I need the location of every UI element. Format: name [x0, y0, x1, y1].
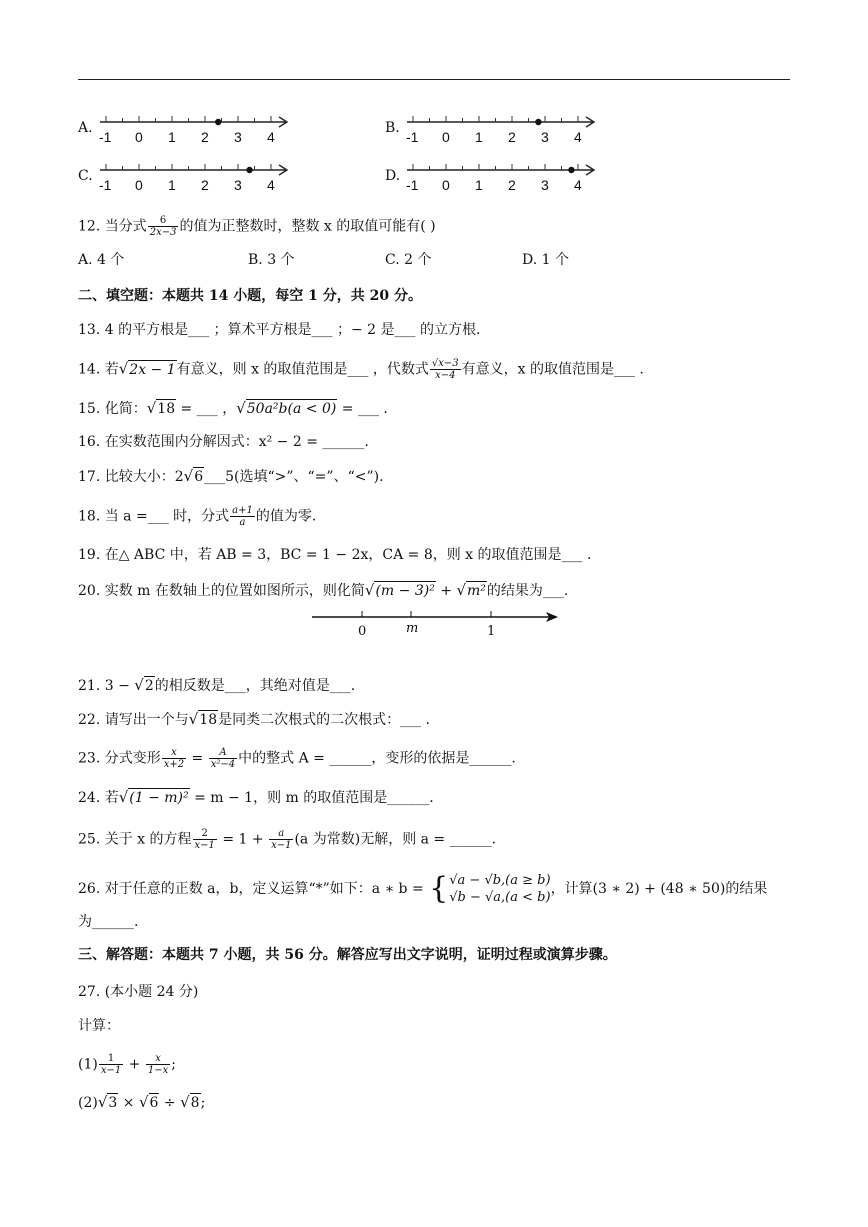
q21-part-a: 21. 3 − — [78, 678, 135, 694]
q21 — [78, 676, 355, 695]
q27-1-fraction-1 — [99, 1053, 123, 1076]
q13: 13. 4 的平方根是___ ；算术平方根是___ ；− 2 是___ 的立方根. — [78, 322, 481, 338]
tick-label: 2 — [201, 177, 209, 193]
q24-radicand: (1 − m)² — [129, 790, 189, 806]
q25-part-b: = 1 + — [217, 831, 269, 848]
radical-sign: √ — [134, 676, 144, 694]
tick-label: -1 — [406, 177, 419, 193]
tick-label: 3 — [234, 177, 242, 193]
left-brace: { — [429, 871, 449, 906]
q14-radicand: 2x − 1 — [129, 361, 176, 378]
tick-label: 2 — [508, 177, 516, 193]
q25 — [78, 828, 496, 851]
header-rule — [78, 79, 790, 80]
q27-1-fraction-2 — [146, 1053, 170, 1076]
fraction-numerator: a — [269, 828, 293, 840]
part-label: (2) — [78, 1095, 98, 1111]
radical-sign: √ — [118, 359, 129, 378]
fraction-numerator: 2 — [193, 828, 217, 840]
tick-label: 0 — [442, 129, 450, 145]
q23 — [78, 747, 516, 770]
q18-fraction — [230, 505, 255, 528]
q12-option-c[interactable]: C. 2 个 — [385, 252, 432, 268]
q25-fraction-2 — [269, 828, 293, 851]
equals-sign: = — [187, 750, 208, 767]
radical-sign: √ — [183, 467, 194, 485]
tick-label: 4 — [267, 129, 275, 145]
fraction-denominator: x−1 — [194, 840, 215, 851]
semicolon: ; — [200, 1095, 206, 1111]
radical-sign: √ — [118, 788, 129, 806]
solid-point-marker — [568, 167, 574, 173]
semicolon: ; — [171, 1056, 176, 1073]
q11-option-label[interactable]: C. — [78, 168, 93, 184]
fraction-numerator: 1 — [99, 1053, 123, 1065]
q20-part-c: 的结果为___. — [486, 583, 569, 599]
fraction-denominator: 2x−3 — [149, 227, 177, 238]
q21-part-b: 的相反数是___，其绝对值是___. — [154, 678, 356, 694]
fraction-numerator: 6 — [148, 215, 179, 227]
q22 — [78, 710, 430, 729]
tick-label: 1 — [475, 129, 483, 145]
q20-radicand-2: m² — [467, 583, 486, 599]
q26-case-2: √b − √a,(a < b) — [449, 890, 551, 905]
divide-sign: ÷ — [159, 1095, 181, 1111]
radical-sign: √ — [180, 1093, 190, 1111]
q18 — [78, 505, 316, 528]
section-2-heading: 二、填空题：本题共 14 小题，每空 1 分，共 20 分。 — [78, 288, 422, 304]
tick-label: 1 — [168, 129, 176, 145]
q11-option-label[interactable]: B. — [385, 120, 400, 136]
fraction-numerator: √x−3 — [431, 358, 459, 369]
part-label: (1) — [78, 1056, 98, 1073]
q11-option-label[interactable]: D. — [385, 168, 401, 184]
q15-part-b: = ___ ， — [176, 401, 237, 417]
q15-radicand-1: 18 — [157, 401, 176, 417]
q16: 16. 在实数范围内分解因式：x² − 2 = ______. — [78, 434, 369, 450]
q18-part-a: 18. 当 a =___ 时，分式 — [78, 508, 230, 525]
q21-radicand: 2 — [144, 678, 154, 694]
tick-label: 3 — [541, 177, 549, 193]
tick-label: 1 — [487, 624, 496, 639]
q26-part-a: 26. 对于任意的正数 a，b，定义运算“*”如下：a ∗ b = — [78, 881, 424, 897]
fraction-denominator: x−1 — [271, 840, 292, 851]
tick-label: -1 — [99, 129, 112, 145]
number-line-option-a — [98, 112, 298, 148]
radicand: 6 — [149, 1095, 159, 1111]
q15-part-c: = ___ . — [337, 401, 388, 417]
q12-option-a[interactable]: A. 4 个 — [78, 252, 125, 268]
fraction-numerator: x — [146, 1053, 170, 1065]
q25-part-a: 25. 关于 x 的方程 — [78, 831, 192, 848]
q24-part-a: 24. 若 — [78, 790, 119, 806]
q14-part-a: 14. 若 — [78, 361, 119, 378]
fraction-denominator: x+2 — [163, 759, 185, 770]
tick-label: 4 — [267, 177, 275, 193]
fraction-denominator: x²−4 — [210, 759, 236, 770]
q23-part-b: 中的整式 A = ______，变形的依据是______. — [238, 750, 516, 767]
radicand: 3 — [108, 1095, 118, 1111]
fraction-denominator: a — [239, 517, 246, 528]
tick-label: 2 — [508, 129, 516, 145]
q12-fraction — [148, 215, 179, 238]
q14-part-c: 有意义，x 的取值范围是___ . — [461, 361, 644, 378]
q23-fraction-2 — [209, 747, 237, 770]
q23-part-a: 23. 分式变形 — [78, 750, 161, 767]
tick-label: 3 — [234, 129, 242, 145]
q12-stem — [78, 215, 436, 238]
q27-title: 27. (本小题 24 分) — [78, 984, 199, 1000]
q11-option-label[interactable]: A. — [78, 120, 93, 136]
q25-part-c: (a 为常数)无解，则 a = ______. — [294, 831, 497, 848]
q17-radicand: 6 — [194, 469, 204, 485]
q18-part-b: 的值为零. — [255, 508, 317, 525]
q20-number-line — [310, 608, 562, 642]
fraction-denominator: 1−x — [147, 1065, 169, 1076]
tick-label: 0 — [135, 129, 143, 145]
radical-sign: √ — [236, 399, 246, 417]
tick-label: 1 — [475, 177, 483, 193]
radicand: 8 — [190, 1095, 200, 1111]
q26-continuation: 为______. — [78, 914, 139, 930]
q15-radicand-2: 50a²b(a < 0) — [246, 401, 337, 417]
tick-label: 0 — [135, 177, 143, 193]
solid-point-marker — [246, 167, 252, 173]
q20 — [78, 581, 568, 600]
tick-label: 2 — [201, 129, 209, 145]
q14 — [78, 358, 644, 381]
q27-part-1 — [78, 1053, 176, 1076]
q24 — [78, 788, 434, 807]
q12-suffix: 的值为正整数时，整数 x 的取值可能有( ) — [179, 218, 436, 235]
radical-sign: √ — [456, 581, 467, 599]
section-3-heading: 三、解答题：本题共 7 小题，共 56 分。解答应写出文字说明，证明过程或演算步骤。 — [78, 947, 617, 963]
q25-fraction-1 — [193, 828, 217, 851]
q19: 19. 在△ ABC 中，若 AB = 3，BC = 1 − 2x，CA = 8，则 x 的取值范围是___ . — [78, 547, 592, 563]
q12-option-b[interactable]: B. 3 个 — [248, 252, 295, 268]
q15-part-a: 15. 化简： — [78, 401, 147, 417]
fraction-numerator: A — [209, 747, 237, 759]
tick-label: -1 — [406, 129, 419, 145]
number-line-option-b — [405, 112, 605, 148]
q22-part-a: 22. 请写出一个与 — [78, 712, 189, 728]
tick-label: -1 — [99, 177, 112, 193]
tick-label: 0 — [442, 177, 450, 193]
q14-part-b: 有意义，则 x 的取值范围是___ ，代数式 — [176, 361, 429, 378]
fraction-numerator: x — [162, 747, 186, 759]
q27-instruction: 计算： — [78, 1018, 120, 1034]
q15 — [78, 399, 388, 418]
q20-part-b: + — [435, 583, 457, 599]
number-line-option-d — [405, 160, 605, 196]
radical-sign: √ — [188, 710, 199, 728]
fraction-denominator: x−1 — [100, 1065, 122, 1076]
q27-part-2 — [78, 1093, 205, 1112]
q17-part-a: 17. 比较大小：2 — [78, 469, 184, 485]
q22-radicand: 18 — [199, 712, 218, 728]
plus-sign: + — [124, 1056, 145, 1073]
q22-part-b: 是同类二次根式的二次根式：___ . — [218, 712, 431, 728]
q12-option-d[interactable]: D. 1 个 — [522, 252, 569, 268]
q17 — [78, 467, 384, 486]
tick-label: m — [406, 621, 419, 636]
q17-part-b: ___5(选填“>”、“=”、“<”). — [204, 469, 384, 485]
q20-part-a: 20. 实数 m 在数轴上的位置如图所示，则化简 — [78, 583, 365, 599]
tick-label: 4 — [574, 129, 582, 145]
q26-cases — [449, 872, 550, 906]
times-sign: × — [118, 1095, 139, 1111]
tick-label: 0 — [358, 624, 367, 639]
radical-sign: √ — [138, 1093, 149, 1111]
solid-point-marker — [215, 119, 221, 125]
q20-radicand-1: (m − 3)² — [375, 583, 435, 599]
q14-fraction — [430, 358, 461, 381]
radical-sign: √ — [364, 581, 375, 599]
radical-sign: √ — [97, 1093, 108, 1111]
tick-label: 1 — [168, 177, 176, 193]
fraction-numerator: a+1 — [232, 505, 253, 516]
tick-label: 4 — [574, 177, 582, 193]
radical-sign: √ — [146, 399, 157, 417]
fraction-denominator: x−4 — [435, 370, 456, 381]
q23-fraction-1 — [162, 747, 186, 770]
q26 — [78, 872, 767, 906]
number-line-option-c — [98, 160, 298, 196]
q26-case-1: √a − √b,(a ≥ b) — [449, 873, 551, 888]
q26-part-b: ，计算(3 ∗ 2) + (48 ∗ 50)的结果 — [550, 881, 768, 897]
tick-label: 3 — [541, 129, 549, 145]
q12-prefix: 12. 当分式 — [78, 218, 147, 235]
q24-part-b: = m − 1，则 m 的取值范围是______. — [189, 790, 434, 806]
solid-point-marker — [535, 119, 541, 125]
